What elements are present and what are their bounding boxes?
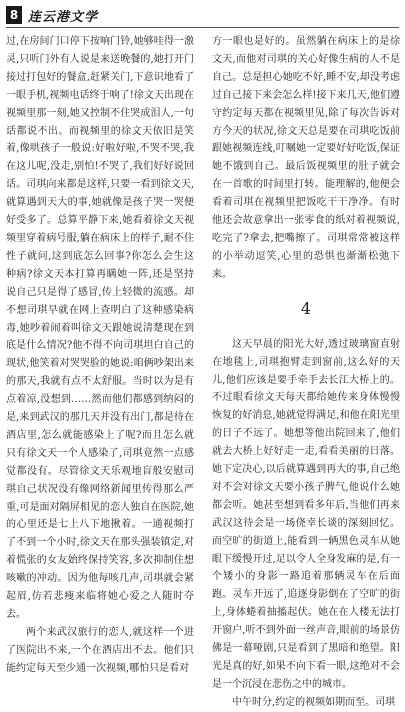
paragraph: 两个来武汉旅行的恋人,就这样一个进了医院出不来,一个在酒店出不去。他们只能约定每天至少通一次视频,哪怕只是看对 bbox=[6, 626, 194, 674]
paragraph: 这天早晨的阳光大好,透过玻璃窗直射在地毯上,司琪抱臂走到窗前,这么好的天儿,他们应该是要手牵手去长江大桥上的。不过眼看徐文天每天都给她传来身体慢慢恢复的好消息,她就觉得满足,和他在阳光里的日子不远了。她想等他出院回来了,他们就去大桥上好好走一走,看看美丽的日落。她下定决心,以后就算遇到再大的事,自己绝对不会对徐文天要小孩子脾气,他说什么她都会听。她甚至想到看多年后,当他们再来武汉这待会是一场侥幸长谈的深刻回忆。而空旷的街道上,能看到一辆黑色灵车从她眼下缓慢开过,足以令人全身发麻的是,有一个矮小的身影一路追着那辆灵车在后面跑。灵车开远了,追逐身影倒在了空旷的街上,身体蜷着抽搐起伏。她在在人楼无法打开窗户,听不到外面一丝声音,眼前的场景仿佛是一幕哑剧,只是看到了黑暗和绝望。阳光是真的好,如果不向下看一眼,这绝对不会是一个沉浸在悲伤之中的城市。 bbox=[212, 338, 400, 690]
magazine-title: 连云港文学 bbox=[28, 9, 99, 25]
paragraph: 方一眼也是好的。虽然躺在病床上的是徐文天,而他对司琪的关心好像生病的人不是自己。总是担心她吃不好,睡不安,却没考虑过自己接下来会怎么样!接下来几天,他们遵守约定每天都在视频里见,除了每次告诉对方今天的状况,徐文天总是要在司琪吃饭前跟她视频连线,叮嘱她一定要好好吃饭,保证她不饿到自己。最后饭视频里的肚子就会在一首歌的时间里打转。能理解的,他便会看着司琪在视频里把饭吃干干净净。有时他还会故意拿出一张零食的纸对着视频说,吃完了?拿去,把嘴擦了。司琪常常被这样的小举动逗笑,心里的恐惧也渐渐松弛下来。 bbox=[212, 36, 400, 280]
right-text-column bbox=[212, 33, 400, 708]
section-number: 4 bbox=[300, 298, 312, 318]
left-text-column bbox=[6, 33, 194, 674]
paragraph: 过,在房间门口停下按响门铃,她够哇得一激灵,只听门外有人说是来送晚餐的,她打开门接过打包好的餐盒,赶紧关门,下意识地看了一眼手机,视频电话终于响了!徐文天出现在视频里那一刻,她又控制不住哭成泪人,一句话都说不出。而视频里的徐文天依旧是笑着,像哄孩子一般说:好啦好啦,不哭不哭,我在这儿呢,没走,别怕!不哭了,我们好好说回话。司琪向来都是这样,只要一看到徐文天,就算遇到天大的事,她就像是孩子哭一哭便好受多了。总算平静下来,她看着徐文天视频里穿着病号服,躺在病床上的样子,耐不住性子就问,这到底怎么回事?你怎么会生这种病?徐文天本打算再瞒她一阵,还是坚持说自己只是得了感冒,传上轻微的流感。却不想司琪早就在网上查明白了这种感染病毒,她吵着闹着叫徐文天跟她说清楚现在到底是什么情况?他不得不向司琪坦白自己的现状,他笑着对哭哭脸的她说:咱俩吵架出来的那天,我就有点不太舒服。当时以为是有点着凉,没想到……然而他们都感到纳闷的是,来到武汉的那几天并没有出门,都是待在酒店里,怎么就能感染上了呢?而且怎么就只有徐文天一个人感染了,司琪竟然一点感觉都没有。尽管徐文天乐观地盲般安慰司琪自己状况没有像网络新闻里传得那么严重,可是面对隔屏相见的恋人独自在医院,她的心里还是七上八下地揪着。一通视频打了不到一个小时,徐文天在那头强装镇定,对着慌张的女友始终保持笑容,多次抑制住想咳嗽的冲动。因为他每咳几声,司琪就会紧起眉,仿若悲瘦来临将她心爱之人随时夺去。 bbox=[6, 36, 194, 620]
page-header bbox=[6, 6, 98, 24]
paragraph: 中午时分,约定的视频如期而至。司琪 bbox=[232, 696, 396, 708]
header-divider bbox=[6, 27, 399, 28]
page-number: 8 bbox=[6, 6, 22, 24]
